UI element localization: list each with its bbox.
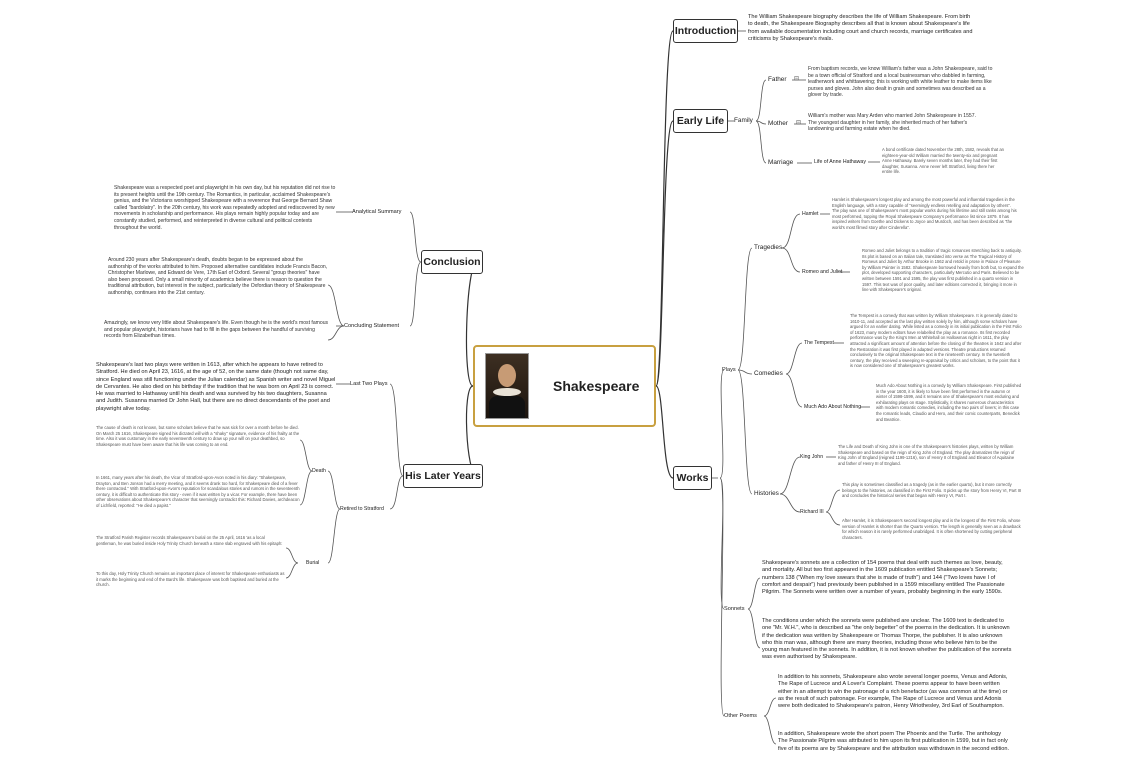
much-ado-note: Much Ado About Nothing is a comedy by William Shakespeare. First published in the year 1600, it is likely to have been first performed in the autumn or winter of 1598-1599, and it remains one of Shakespeare's most enduring and exhilarating plays on stage. Stylistically, it shares numerous characteristics with modern romantic comedies, including the two pairs of lovers; in this case the romantic leads, Claudio and Hero, and their comic counterparts, Benedick and Beatrice. [876, 383, 1022, 422]
subtopic-death[interactable]: Death [312, 468, 326, 474]
subtopic-the-tempest[interactable]: The Tempest [804, 340, 834, 346]
subtopic-analytical-summary[interactable]: Analytical Summary [352, 209, 402, 215]
subtopic-father[interactable]: Father [768, 76, 787, 83]
subtopic-comedies[interactable]: Comedies [754, 370, 783, 377]
king-john-note: The Life and Death of King John is one of the Shakespeare's histories plays, written by William Shakespeare and based on the reign of King John of England. The play dramatizes the reign of King John of England (reigned 1199-1216), son of Henry II of England and Eleanor of Aquitaine and father of Henry III of England. [838, 444, 1015, 466]
subtopic-much-ado[interactable]: Much Ado About Nothing [804, 404, 862, 410]
subtopic-burial[interactable]: Burial [306, 560, 320, 566]
sonnets-note-1: Shakespeare's sonnets are a collection of 154 poems that deal with such themes as love, beauty, and mortality. All but two first appeared in the 1609 publication entitled Shakespeare's Sonnets; numbers 138 ("When my love swears that she is made of truth") and 144 ("Two loves have I of comfort and despair") had previously been published in a 1599 miscellany entitled The Passionate Pilgrim. The Sonnets were written over a number of years, probably beginning in the early 1590s. [762, 560, 1005, 596]
the-tempest-note: The Tempest is a comedy that was written by William Shakespeare. It is generally dated to 1610-11, and accepted as the last play written solely by him, although some scholars have argued for an earlier dating. While listed as a comedy in its initial publication in the First Folio of 1623, many modern editors have relabelled the play as a romance. Its first recorded performance was by the King's Men at Whitehall on Hallowmas night in 1611, the play attracted a significant amount of attention before the closing of the theatres in 1642 and after the Restoration it was first played in adapted versions. Theatre productions returned conclusively to the original Shakespeare text in the nineteenth century. In the twentieth century, the play received a sweeping re-appraisal by critics and scholars, to the point that it is now considered one of Shakespeare's greatest works. [850, 313, 1022, 369]
subtopic-tragedies[interactable]: Tragedies [754, 244, 783, 251]
sonnets-note-2: The conditions under which the sonnets were published are unclear. The 1609 text is dedicated to one "Mr. W.H.", who is described as "the only begetter" of the poems in the dedication. It is unknown if the dedication was written by Shakespeare or Thomas Thorpe, the publisher. It is also unknown who this man was, although there are many theories, including those who believe him to be the young man featured in the sonnets. In addition, it is not known whether the publication of the sonnets was even authorised by Shakespeare. [762, 618, 1012, 661]
death-note-2: In 1661, many years after his death, the Vicar of Stratford-upon-Avon noted in his diary: "Shakespeare, Drayton, and Ben Jonson had a merry meeting, and it seems drank too hard, for Shakespeare died of a fever there contracted." With Stratford-upon-Avon's reputation for scandalous stories and rumors in the seventeenth century, it is difficult to authenticate this story - even if it was written by a vicar. For example, there have been other observations about Shakespeare's character that seemingly contradict this: Richard Davies, archdeacon of Lichfield, reported: "He died a papist." [96, 475, 300, 508]
subtopic-richard-iii[interactable]: Richard III [800, 509, 824, 515]
death-note-1: The cause of death is not known, but some scholars believe that he was sick for over a month before he died. On March 25 1616, Shakespeare signed his dictated will with a "shaky" signature, evidence of his frailty at the time. Also it was customary in the early seventeenth century to draw up your will on your deathbed, so Shakespeare must have been aware that his life was coming to an end. [96, 425, 300, 447]
romeo-and-juliet-note: Romeo and Juliet belongs to a tradition of tragic romances stretching back to antiquity. Its plot is based on an Italian tale, translated into verse as The Tragical History of Romeus and Juliet by Arthur Brooke in 1562 and retold in prose in Palace of Pleasure by William Painter in 1582. Shakespeare borrowed heavily from both but, to expand the plot, developed supporting characters, particularly Mercutio and Paris. Believed to be written between 1591 and 1595, the play was first published in a quarto version in 1597. This text was of poor quality, and later editions corrected it, bringing it more in line with Shakespeare's original. [862, 248, 1024, 293]
burial-note-1: The Stratford Parish Register records Shakespeare's burial on the 25 April, 1616 'as a local gentleman, he was buried inside Holy Trinity Church beneath a stone slab engraved with his epitaph: [96, 535, 283, 546]
last-two-plays-note: Shakespeare's last two plays were written in 1613, after which he appears to have retired to Stratford. He died on April 23, 1616, at the age of 52, on the same date (though not same day, since England was still functioning under the Julian calendar) as Spanish writer and novel Miguel de Cervantes. He also died on his birthday if the tradition that he was born on April 23 is correct. He was married to Hathaway until his death and was survived by his two daughters, Susanna and Judith. Susanna married Dr John Hall, but there are no direct descendants of the poet and playwright alive today. [96, 362, 336, 412]
mother-note: William's mother was Mary Arden who married John Shakespeare in 1557. The youngest daughter in her family, she inherited much of her father's landowning and farming estate when he died. [808, 113, 977, 133]
topic-introduction[interactable]: Introduction [673, 19, 738, 43]
topic-conclusion[interactable]: Conclusion [421, 250, 483, 274]
subtopic-romeo-and-juliet[interactable]: Romeo and Juliet [802, 269, 843, 275]
subtopic-histories[interactable]: Histories [754, 490, 779, 497]
hamlet-note: Hamlet is Shakespeare's longest play and among the most powerful and influential tragedies in the English language, with a story capable of "seemingly endless retelling and adaptation by others". The play was one of Shakespeare's most popular works during his lifetime and still ranks among his most performed, topping the Royal Shakespeare Company's performance list since 1879. It has inspired writers from Goethe and Dickens to Joyce and Murdoch, and has been described as "the world's most filmed story after Cinderella". [832, 197, 1017, 230]
analytical-summary-note: Shakespeare was a respected poet and playwright in his own day, but his reputation did not rise to its present heights until the 19th century. The Romantics, in particular, acclaimed Shakespeare's genius, and the Victorians worshipped Shakespeare with a reverence that George Bernard Shaw called "bardolatry". In the 20th century, his work was repeatedly adopted and rediscovered by new movements in scholarship and performance. His plays remain highly popular today and are constantly studied, performed, and reinterpreted in diverse cultural and political contexts throughout the world. [114, 185, 336, 231]
subtopic-last-two-plays[interactable]: Last Two Plays [350, 381, 388, 387]
topic-early-life[interactable]: Early Life [673, 109, 728, 133]
other-poems-note-1: In addition to his sonnets, Shakespeare also wrote several longer poems, Venus and Adonis, The Rape of Lucrece and A Lover's Complaint. These poems appear to have been written either in an attempt to win the patronage of a rich benefactor (as was common at the time) or as the result of such patronage. For example, The Rape of Lucrece and Venus and Adonis were both dedicated to Shakespeare's patron, Henry Wriothesley, 3rd Earl of Southampton. [778, 674, 1008, 710]
concluding-statement-note-2: Amazingly, we know very little about Shakespeare's life. Even though he is the world's most famous and popular playwright, historians have had to fill in the gaps between the handful of surviving records from Elizabethan times. [104, 320, 329, 340]
subtopic-retired-to-stratford[interactable]: Retired to Stratford [340, 506, 384, 512]
richard-iii-note-1: This play is sometimes classified as a tragedy (as in the earlier quarto), but it more correctly belongs to the histories, as classified in the First Folio. It picks up the story from Henry VI, Part III and concludes the historical series that began with Henry VI, Part I. [842, 482, 1022, 499]
subtopic-king-john[interactable]: King John [800, 454, 824, 460]
central-topic[interactable] [473, 345, 656, 427]
concluding-statement-note-1: Around 230 years after Shakespeare's death, doubts began to be expressed about the authorship of the works attributed to him. Proposed alternative candidates include Francis Bacon, Christopher Marlowe, and Edward de Vere, 17th Earl of Oxford. Several "group theories" have also been proposed. Only a small minority of academics believe there is reason to question the traditional attribution, but interest in the subject, particularly the Oxfordian theory of Shakespeare authorship, continues into the 21st century. [108, 257, 328, 296]
introduction-note: The William Shakespeare biography describes the life of William Shakespeare. From birth to death, the Shakespeare Biography describes all that is known about Shakespeare's life from available documentation including court and church records, marriage certificates and criticisms by Shakespeare's rivals. [748, 14, 973, 42]
subtopic-plays[interactable]: Plays [722, 367, 736, 373]
central-topic-title: Shakespeare [553, 378, 640, 394]
note-icon: ⊟ [796, 120, 802, 126]
other-poems-note-2: In addition, Shakespeare wrote the short poem The Phoenix and the Turtle. The anthology The Passionate Pilgrim was attributed to him upon its first publication in 1599, but in fact only five of its poems are by Shakespeare and the attribution was withdrawn in the second edition. [778, 731, 1010, 752]
subtopic-sonnets[interactable]: Sonnets [724, 606, 745, 612]
father-note: From baptism records, we know William's father was a John Shakespeare, said to be a town official of Stratford and a local businessman who dabbled in farming, leatherwork and whittawering; this is working with white leather to make items like purses and gloves. John also dealt in grain and sometimes was described as a glover by trade. [808, 66, 993, 99]
subtopic-other-poems[interactable]: Other Poems [724, 713, 757, 719]
subtopic-hamlet[interactable]: Hamlet [802, 211, 819, 217]
topic-later-years[interactable]: His Later Years [403, 464, 483, 488]
marriage-note: A bond certificate dated November the 28th, 1582, reveals that an eighteen-year-old William married the twenty-six and pregnant Anne Hathaway. Barely seven months later, they had their first daughter, Susanna. Anne never left Stratford, living there her entire life. [882, 147, 1004, 175]
subtopic-life-of-anne-hathaway[interactable]: Life of Anne Hathaway [814, 159, 866, 165]
topic-works[interactable]: Works [673, 466, 712, 490]
subtopic-concluding-statement[interactable]: Concluding Statement [344, 323, 400, 329]
subtopic-mother[interactable]: Mother [768, 120, 788, 127]
subtopic-family[interactable]: Family [734, 117, 753, 124]
note-icon: ⊟ [794, 76, 800, 82]
subtopic-marriage[interactable]: Marriage [768, 159, 794, 166]
richard-iii-note-2: After Hamlet, it is Shakespeare's second longest play and is the longest of the First Folio, whose version of Hamlet is shorter than the Quarto version. The length is generally seen as a drawback for which reason it is rarely performed unabridged. It is often shortened by cutting peripheral characters. [842, 518, 1021, 540]
shakespeare-portrait-image [485, 353, 529, 419]
burial-note-2: To this day, Holy Trinity Church remains an important place of interest for Shakespeare enthusiasts as it marks the beginning and end of the Bard's life. Shakespeare was both baptised and buried at the church. [96, 571, 285, 588]
